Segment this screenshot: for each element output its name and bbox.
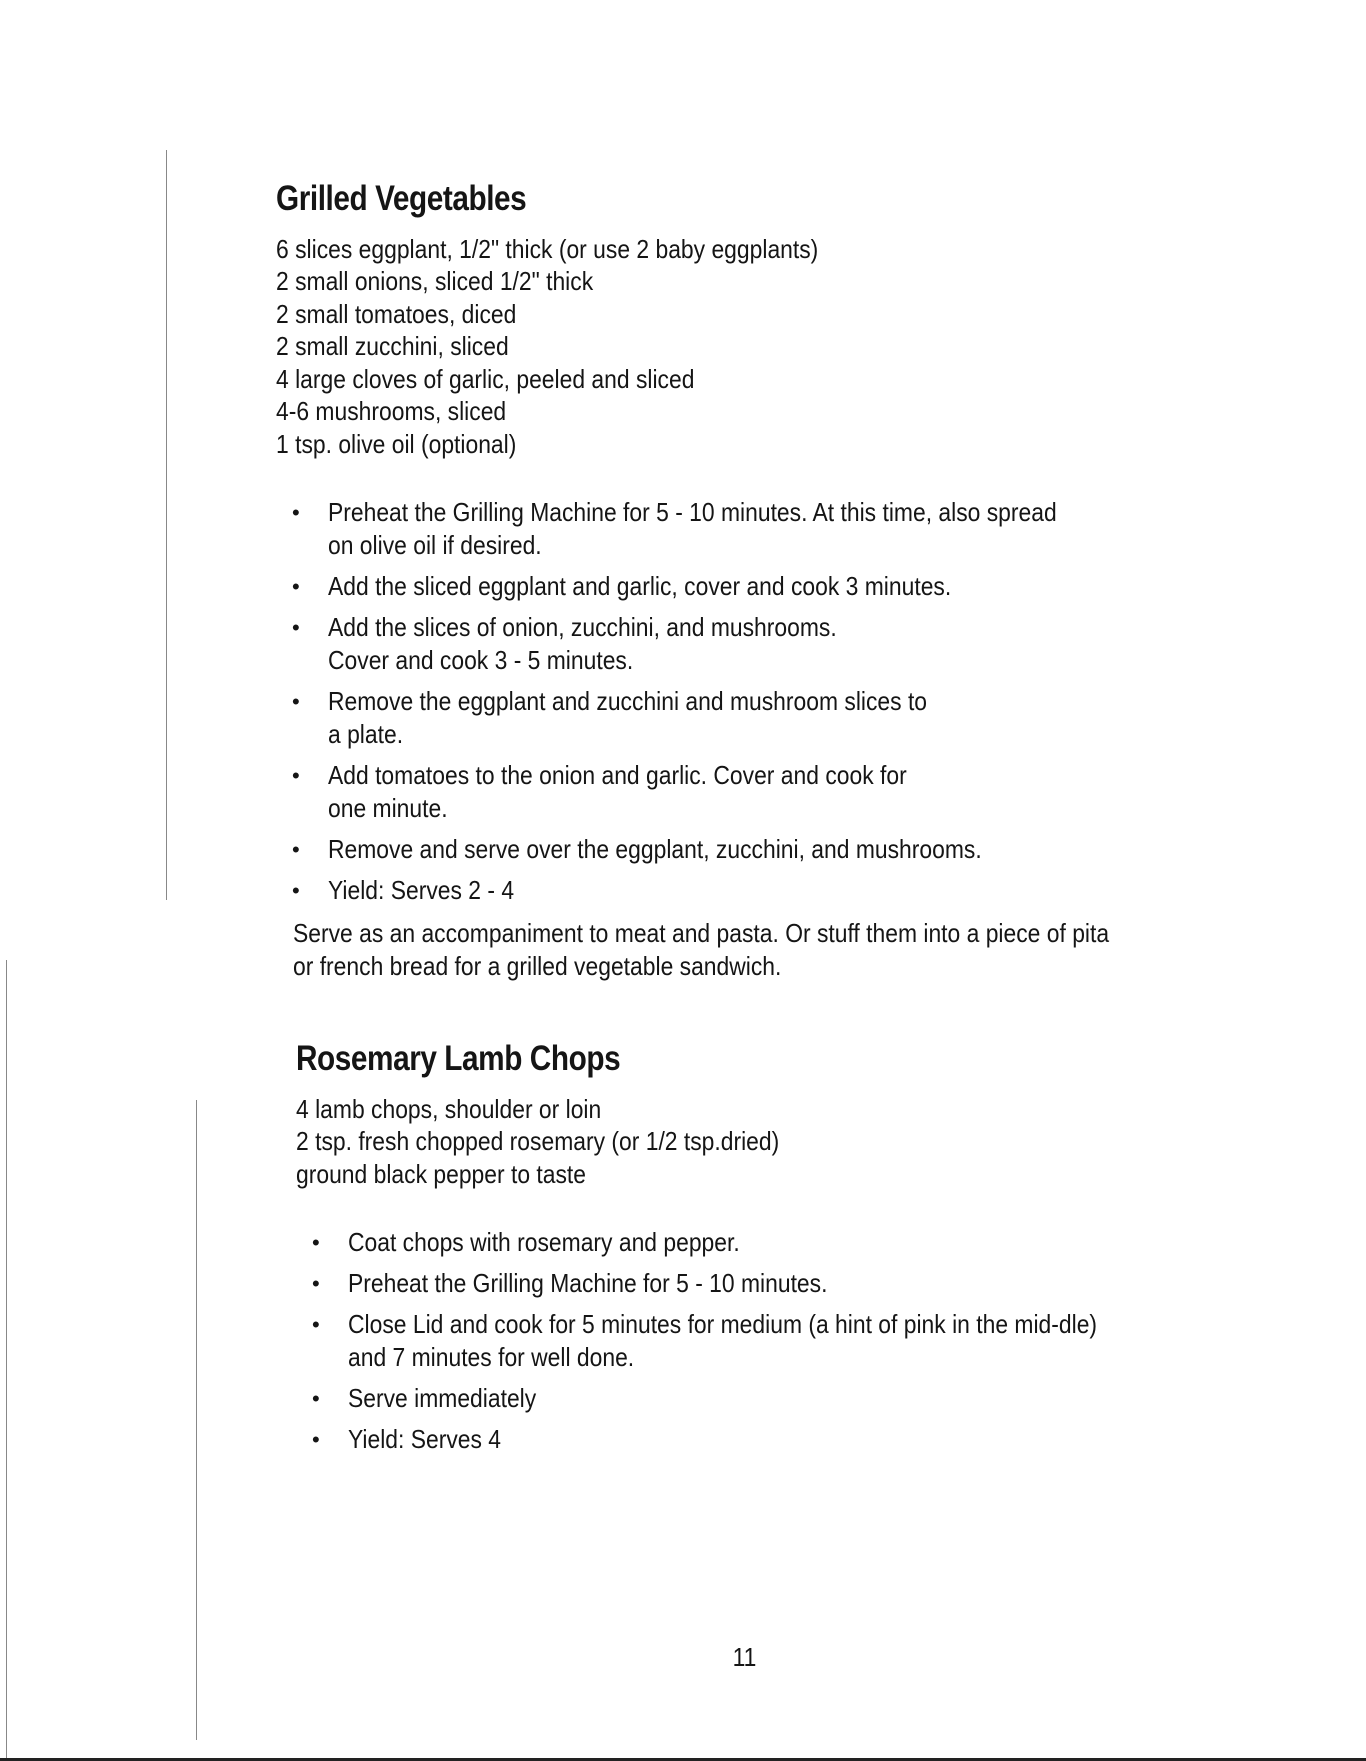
bullet-icon: • bbox=[292, 878, 300, 903]
step-list bbox=[310, 1226, 1296, 1456]
step-item: • Coat chops with rosemary and pepper. bbox=[312, 1227, 740, 1257]
bullet-icon: • bbox=[292, 615, 300, 640]
binding-edge-line bbox=[166, 150, 167, 900]
bullet-icon: • bbox=[292, 763, 300, 788]
ingredient-item: 6 slices eggplant, 1/2" thick (or use 2 baby eggplants) bbox=[276, 233, 819, 264]
bullet-icon: • bbox=[312, 1427, 320, 1452]
recipe-title: Rosemary Lamb Chops bbox=[296, 1039, 621, 1078]
step-item: • Serve immediately bbox=[312, 1383, 537, 1413]
recipe-grilled-vegetables bbox=[276, 180, 1276, 983]
recipe-rosemary-lamb-chops bbox=[296, 1040, 1296, 1464]
bullet-icon: • bbox=[292, 500, 300, 525]
bullet-icon: • bbox=[292, 574, 300, 599]
step-item: • Remove and serve over the eggplant, zucchini, and mushrooms. bbox=[292, 834, 982, 864]
ingredient-item: 2 small zucchini, sliced bbox=[276, 331, 509, 361]
ingredient-item: 2 small tomatoes, diced bbox=[276, 298, 517, 329]
bullet-icon: • bbox=[312, 1312, 320, 1337]
step-item: • Preheat the Grilling Machine for 5 - 10 minutes. At this time, also spread on olive oil if desired. bbox=[292, 497, 1057, 560]
serving-note: Serve as an accompaniment to meat and pasta. Or stuff them into a piece of pita or french bread for a grilled vegetable sandwich. bbox=[293, 918, 1110, 981]
ingredient-list bbox=[296, 1093, 1296, 1191]
ingredient-item: ground black pepper to taste bbox=[296, 1158, 587, 1189]
binding-edge-line bbox=[196, 1100, 197, 1740]
step-item: • Add the slices of onion, zucchini, and mushrooms. Cover and cook 3 - 5 minutes. bbox=[292, 612, 837, 675]
step-item: • Remove the eggplant and zucchini and mushroom slices to a plate. bbox=[292, 686, 928, 749]
bullet-icon: • bbox=[312, 1230, 320, 1255]
bullet-icon: • bbox=[292, 837, 300, 862]
bullet-icon: • bbox=[312, 1386, 320, 1411]
ingredient-item: 2 tsp. fresh chopped rosemary (or 1/2 tsp.dried) bbox=[296, 1126, 780, 1156]
binding-edge-line bbox=[6, 960, 7, 1760]
step-item: • Add the sliced eggplant and garlic, cover and cook 3 minutes. bbox=[292, 571, 952, 601]
page-number: 11 bbox=[732, 1642, 757, 1672]
ingredient-item: 1 tsp. olive oil (optional) bbox=[276, 428, 517, 459]
bullet-icon: • bbox=[292, 689, 300, 714]
step-list bbox=[290, 496, 1276, 907]
ingredient-list bbox=[276, 233, 1276, 461]
step-item: • Yield: Serves 2 - 4 bbox=[292, 875, 515, 905]
step-item: • Preheat the Grilling Machine for 5 - 10 minutes. bbox=[312, 1268, 828, 1298]
ingredient-item: 4-6 mushrooms, sliced bbox=[276, 396, 507, 426]
step-item: • Yield: Serves 4 bbox=[312, 1424, 502, 1454]
recipe-title: Grilled Vegetables bbox=[276, 179, 527, 218]
ingredient-item: 4 large cloves of garlic, peeled and sliced bbox=[276, 363, 695, 394]
step-item: • Close Lid and cook for 5 minutes for medium (a hint of pink in the mid-dle) and 7 minutes for well done. bbox=[312, 1309, 1098, 1372]
bullet-icon: • bbox=[312, 1271, 320, 1296]
ingredient-item: 2 small onions, sliced 1/2" thick bbox=[276, 266, 594, 296]
step-item: • Add tomatoes to the onion and garlic. Cover and cook for one minute. bbox=[292, 760, 907, 823]
ingredient-item: 4 lamb chops, shoulder or loin bbox=[296, 1093, 602, 1124]
